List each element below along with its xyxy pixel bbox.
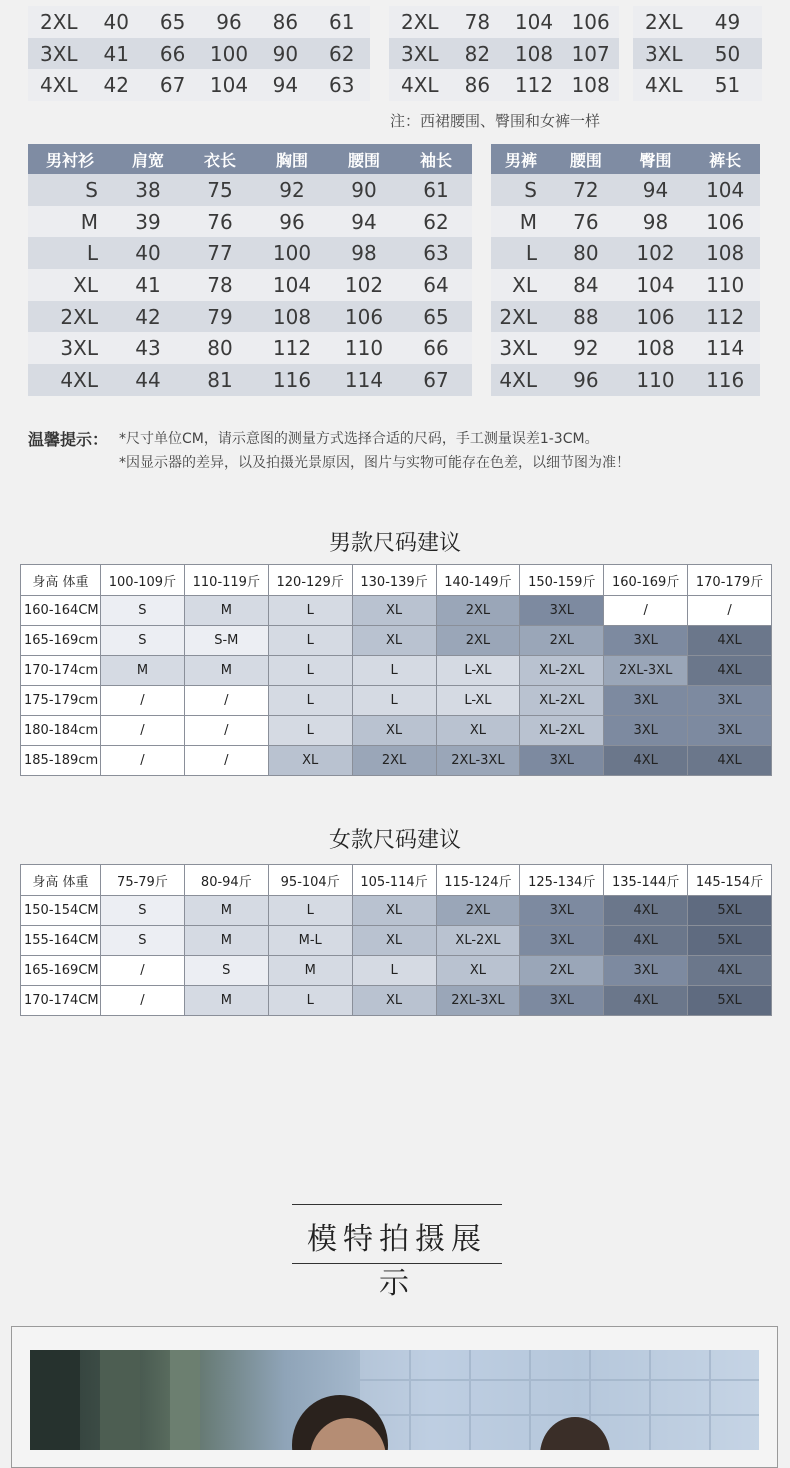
size-value-cell: 42 [88,69,144,101]
height-row [21,986,772,1016]
column-header: 胸围 [256,144,328,174]
height-row [21,686,772,716]
column-header: 袖长 [400,144,472,174]
size-suggestion-cell: 3XL [604,686,688,716]
size-value-cell: 66 [400,332,472,364]
size-suggestion-cell: M [184,896,268,926]
size-value-cell: 67 [400,364,472,396]
weight-column-header: 170-179斤 [688,565,772,596]
height-label-cell: 170-174CM [21,986,101,1016]
size-suggestion-cell: XL-2XL [520,686,604,716]
size-suggestion-cell: / [688,596,772,626]
size-value-cell: 76 [551,206,621,238]
corner-header: 身高 体重 [21,565,101,596]
size-label-cell: 4XL [491,364,551,396]
size-value-cell: 114 [690,332,760,364]
size-suggestion-cell: 2XL [520,956,604,986]
model-title-top-rule [292,1204,502,1205]
size-row [28,206,472,238]
size-suggestion-cell: 2XL-3XL [604,656,688,686]
size-value-cell: 78 [449,6,506,38]
size-value-cell: 102 [328,269,400,301]
size-value-cell: 104 [506,6,563,38]
size-row [28,364,472,396]
size-label-cell: 2XL [28,6,88,38]
height-label-cell: 170-174cm [21,656,101,686]
size-suggestion-cell: XL [352,986,436,1016]
size-label-cell: 2XL [389,6,449,38]
size-label-cell: 2XL [28,301,112,333]
size-row [28,237,472,269]
size-value-cell: 108 [621,332,691,364]
size-value-cell: 94 [621,174,691,206]
size-value-cell: 90 [257,38,313,70]
size-suggestion-cell: M [184,926,268,956]
size-row [491,206,760,238]
size-value-cell: 80 [184,332,256,364]
size-value-cell: 100 [256,237,328,269]
size-suggestion-cell: 4XL [688,956,772,986]
size-value-cell: 110 [690,269,760,301]
size-value-cell: 75 [184,174,256,206]
size-row [28,6,370,38]
size-suggestion-cell: 2XL-3XL [436,746,520,776]
model-section-title: 模特拍摄展示 [307,1222,487,1301]
size-value-cell: 106 [562,6,619,38]
size-label-cell: 3XL [28,38,88,70]
size-suggestion-cell: L [268,716,352,746]
size-suggestion-cell: XL-2XL [520,656,604,686]
size-label-cell: 4XL [28,69,88,101]
size-suggestion-cell: M [101,656,185,686]
corner-header: 身高 体重 [21,865,101,896]
size-suggestion-cell: 3XL [604,626,688,656]
size-row [633,38,762,70]
size-row [28,38,370,70]
size-suggestion-cell: 2XL [436,626,520,656]
height-row [21,596,772,626]
height-label-cell: 165-169CM [21,956,101,986]
size-value-cell: 114 [328,364,400,396]
size-suggestion-cell: XL [352,896,436,926]
size-suggestion-cell: XL [352,716,436,746]
model-photo [30,1350,759,1450]
size-suggestion-cell: 2XL [352,746,436,776]
size-value-cell: 77 [184,237,256,269]
size-suggestion-cell: L [352,956,436,986]
size-value-cell: 108 [256,301,328,333]
size-value-cell: 96 [256,206,328,238]
size-suggestion-cell: XL [352,596,436,626]
size-suggestion-cell: XL-2XL [436,926,520,956]
size-value-cell: 62 [400,206,472,238]
size-suggestion-cell: M [268,956,352,986]
size-suggestion-cell: 3XL [520,926,604,956]
size-suggestion-cell: M [184,596,268,626]
column-header: 腰围 [551,144,621,174]
size-row [28,269,472,301]
height-label-cell: 175-179cm [21,686,101,716]
size-value-cell: 38 [112,174,184,206]
size-suggestion-cell: XL [436,716,520,746]
size-suggestion-cell: / [184,716,268,746]
size-suggestion-cell: XL [268,746,352,776]
size-label-cell: 2XL [491,301,551,333]
height-label-cell: 150-154CM [21,896,101,926]
column-header: 衣长 [184,144,256,174]
size-suggestion-cell: 4XL [604,896,688,926]
size-suggestion-cell: 3XL [688,716,772,746]
height-row [21,896,772,926]
size-row [633,6,762,38]
tip-line-2: *因显示器的差异，以及拍摄光景原因，图片与实物可能存在色差，以细节图为准！ [119,455,630,471]
size-label-cell: M [491,206,551,238]
size-label-cell: 3XL [491,332,551,364]
height-row [21,746,772,776]
size-suggestion-cell: L [268,986,352,1016]
weight-column-header: 115-124斤 [436,865,520,896]
size-row [491,332,760,364]
weight-column-header: 145-154斤 [688,865,772,896]
table-title-header: 男衬衫 [28,144,112,174]
size-value-cell: 40 [112,237,184,269]
size-value-cell: 50 [693,38,762,70]
size-value-cell: 107 [562,38,619,70]
size-label-cell: S [491,174,551,206]
size-suggestion-cell: 4XL [604,926,688,956]
size-value-cell: 94 [257,69,313,101]
size-suggestion-cell: XL-2XL [520,716,604,746]
size-value-cell: 94 [328,206,400,238]
size-suggestion-cell: 2XL [436,896,520,926]
size-suggestion-cell: XL [352,626,436,656]
size-value-cell: 116 [690,364,760,396]
height-row [21,716,772,746]
table-title-header: 男裤 [491,144,551,174]
size-suggestion-cell: / [184,686,268,716]
size-suggestion-cell: 2XL [520,626,604,656]
size-suggestion-cell: 3XL [520,986,604,1016]
size-value-cell: 39 [112,206,184,238]
size-value-cell: 44 [112,364,184,396]
size-suggestion-cell: 5XL [688,896,772,926]
column-header: 裤长 [690,144,760,174]
size-suggestion-cell: 5XL [688,926,772,956]
womens-rec-title: 女款尺码建议 [328,828,461,853]
size-suggestion-cell: 4XL [604,746,688,776]
size-row [389,69,619,101]
size-value-cell: 98 [621,206,691,238]
weight-column-header: 105-114斤 [352,865,436,896]
size-label-cell: L [28,237,112,269]
size-value-cell: 90 [328,174,400,206]
size-label-cell: 3XL [633,38,693,70]
size-label-cell: 4XL [633,69,693,101]
size-suggestion-cell: L-XL [436,656,520,686]
size-suggestion-cell: S-M [184,626,268,656]
weight-column-header: 80-94斤 [184,865,268,896]
top-middle-size-table [389,6,619,101]
weight-column-header: 140-149斤 [436,565,520,596]
weight-column-header: 135-144斤 [604,865,688,896]
weight-column-header: 110-119斤 [184,565,268,596]
mens-pants-size-table [491,144,760,396]
mens-shirt-size-table [28,144,472,396]
size-value-cell: 67 [144,69,200,101]
size-value-cell: 82 [449,38,506,70]
size-value-cell: 66 [144,38,200,70]
mens-rec-table [20,564,772,776]
size-value-cell: 104 [256,269,328,301]
column-header: 肩宽 [112,144,184,174]
size-suggestion-cell: 3XL [520,596,604,626]
size-value-cell: 78 [184,269,256,301]
size-suggestion-cell: S [101,626,185,656]
size-suggestion-cell: 4XL [688,626,772,656]
size-value-cell: 106 [690,206,760,238]
size-suggestion-cell: 3XL [604,956,688,986]
size-value-cell: 81 [184,364,256,396]
size-suggestion-cell: / [184,746,268,776]
size-row [28,332,472,364]
size-value-cell: 108 [562,69,619,101]
size-suggestion-cell: / [101,746,185,776]
size-value-cell: 100 [201,38,257,70]
size-row [389,38,619,70]
weight-column-header: 100-109斤 [101,565,185,596]
size-row [389,6,619,38]
size-value-cell: 65 [144,6,200,38]
size-value-cell: 76 [184,206,256,238]
size-suggestion-cell: M [184,986,268,1016]
height-label-cell: 180-184cm [21,716,101,746]
size-value-cell: 92 [551,332,621,364]
height-label-cell: 165-169cm [21,626,101,656]
size-label-cell: XL [491,269,551,301]
size-value-cell: 86 [257,6,313,38]
size-suggestion-cell: L [268,686,352,716]
size-label-cell: S [28,174,112,206]
size-value-cell: 72 [551,174,621,206]
size-value-cell: 108 [506,38,563,70]
size-row [491,364,760,396]
size-row [491,174,760,206]
size-value-cell: 104 [201,69,257,101]
top-right-size-table [633,6,762,101]
size-suggestion-cell: M [184,656,268,686]
size-label-cell: XL [28,269,112,301]
size-suggestion-cell: L [268,626,352,656]
model-title-bottom-rule [292,1263,502,1264]
size-suggestion-cell: M-L [268,926,352,956]
size-suggestion-cell: S [101,926,185,956]
size-value-cell: 110 [328,332,400,364]
weight-column-header: 125-134斤 [520,865,604,896]
size-value-cell: 98 [328,237,400,269]
weight-column-header: 95-104斤 [268,865,352,896]
size-suggestion-cell: 3XL [688,686,772,716]
height-label-cell: 155-164CM [21,926,101,956]
size-suggestion-cell: 3XL [520,746,604,776]
size-row [28,174,472,206]
size-value-cell: 40 [88,6,144,38]
size-value-cell: 96 [201,6,257,38]
size-value-cell: 88 [551,301,621,333]
size-label-cell: 3XL [389,38,449,70]
size-suggestion-cell: XL [352,926,436,956]
size-label-cell: M [28,206,112,238]
size-row [633,69,762,101]
weight-column-header: 130-139斤 [352,565,436,596]
size-value-cell: 51 [693,69,762,101]
column-header: 腰围 [328,144,400,174]
size-label-cell: 4XL [28,364,112,396]
size-value-cell: 61 [400,174,472,206]
size-suggestion-cell: / [101,686,185,716]
size-value-cell: 84 [551,269,621,301]
size-label-cell: 3XL [28,332,112,364]
size-value-cell: 65 [400,301,472,333]
size-label-cell: 4XL [389,69,449,101]
size-suggestion-cell: 4XL [688,746,772,776]
size-suggestion-cell: 3XL [520,896,604,926]
height-row [21,926,772,956]
size-label-cell: L [491,237,551,269]
height-label-cell: 185-189cm [21,746,101,776]
skirt-note: 注：西裙腰围、臀围和女裤一样 [390,112,601,130]
size-suggestion-cell: S [101,596,185,626]
size-value-cell: 42 [112,301,184,333]
size-suggestion-cell: / [101,956,185,986]
size-suggestion-cell: S [101,896,185,926]
height-row [21,656,772,686]
model-photo-art [30,1350,759,1450]
size-value-cell: 49 [693,6,762,38]
height-row [21,626,772,656]
womens-rec-table [20,864,772,1016]
size-value-cell: 112 [256,332,328,364]
size-suggestion-cell: L [268,656,352,686]
column-header: 臀围 [621,144,691,174]
size-label-cell: 2XL [633,6,693,38]
top-left-size-table [28,6,370,101]
size-row [28,301,472,333]
size-value-cell: 63 [314,69,370,101]
size-value-cell: 106 [621,301,691,333]
tip-line-1: *尺寸单位CM，请示意图的测量方式选择合适的尺码，手工测量误差1-3CM。 [119,431,599,447]
size-value-cell: 63 [400,237,472,269]
size-suggestion-cell: L [268,896,352,926]
size-row [491,269,760,301]
size-value-cell: 80 [551,237,621,269]
size-value-cell: 86 [449,69,506,101]
weight-column-header: 120-129斤 [268,565,352,596]
size-value-cell: 104 [621,269,691,301]
size-suggestion-cell: 3XL [604,716,688,746]
size-suggestion-cell: L-XL [436,686,520,716]
size-value-cell: 43 [112,332,184,364]
size-value-cell: 41 [88,38,144,70]
size-value-cell: 79 [184,301,256,333]
size-value-cell: 108 [690,237,760,269]
size-value-cell: 61 [314,6,370,38]
size-value-cell: 62 [314,38,370,70]
size-row [28,69,370,101]
size-value-cell: 102 [621,237,691,269]
size-suggestion-cell: 5XL [688,986,772,1016]
size-value-cell: 64 [400,269,472,301]
size-suggestion-cell: L [352,686,436,716]
height-label-cell: 160-164CM [21,596,101,626]
size-suggestion-cell: / [101,716,185,746]
size-row [491,301,760,333]
tips-label: 温馨提示： [28,430,109,449]
size-suggestion-cell: L [352,656,436,686]
size-value-cell: 112 [506,69,563,101]
size-suggestion-cell: L [268,596,352,626]
weight-column-header: 160-169斤 [604,565,688,596]
size-value-cell: 41 [112,269,184,301]
size-value-cell: 116 [256,364,328,396]
height-row [21,956,772,986]
size-suggestion-cell: 2XL-3XL [436,986,520,1016]
weight-column-header: 75-79斤 [101,865,185,896]
weight-column-header: 150-159斤 [520,565,604,596]
size-suggestion-cell: 2XL [436,596,520,626]
size-suggestion-cell: / [101,986,185,1016]
size-value-cell: 110 [621,364,691,396]
size-value-cell: 104 [690,174,760,206]
size-value-cell: 92 [256,174,328,206]
size-suggestion-cell: 4XL [688,656,772,686]
size-value-cell: 106 [328,301,400,333]
mens-rec-title: 男款尺码建议 [328,531,461,556]
size-value-cell: 96 [551,364,621,396]
size-suggestion-cell: S [184,956,268,986]
size-suggestion-cell: XL [436,956,520,986]
size-suggestion-cell: 4XL [604,986,688,1016]
size-row [491,237,760,269]
size-suggestion-cell: / [604,596,688,626]
size-value-cell: 112 [690,301,760,333]
